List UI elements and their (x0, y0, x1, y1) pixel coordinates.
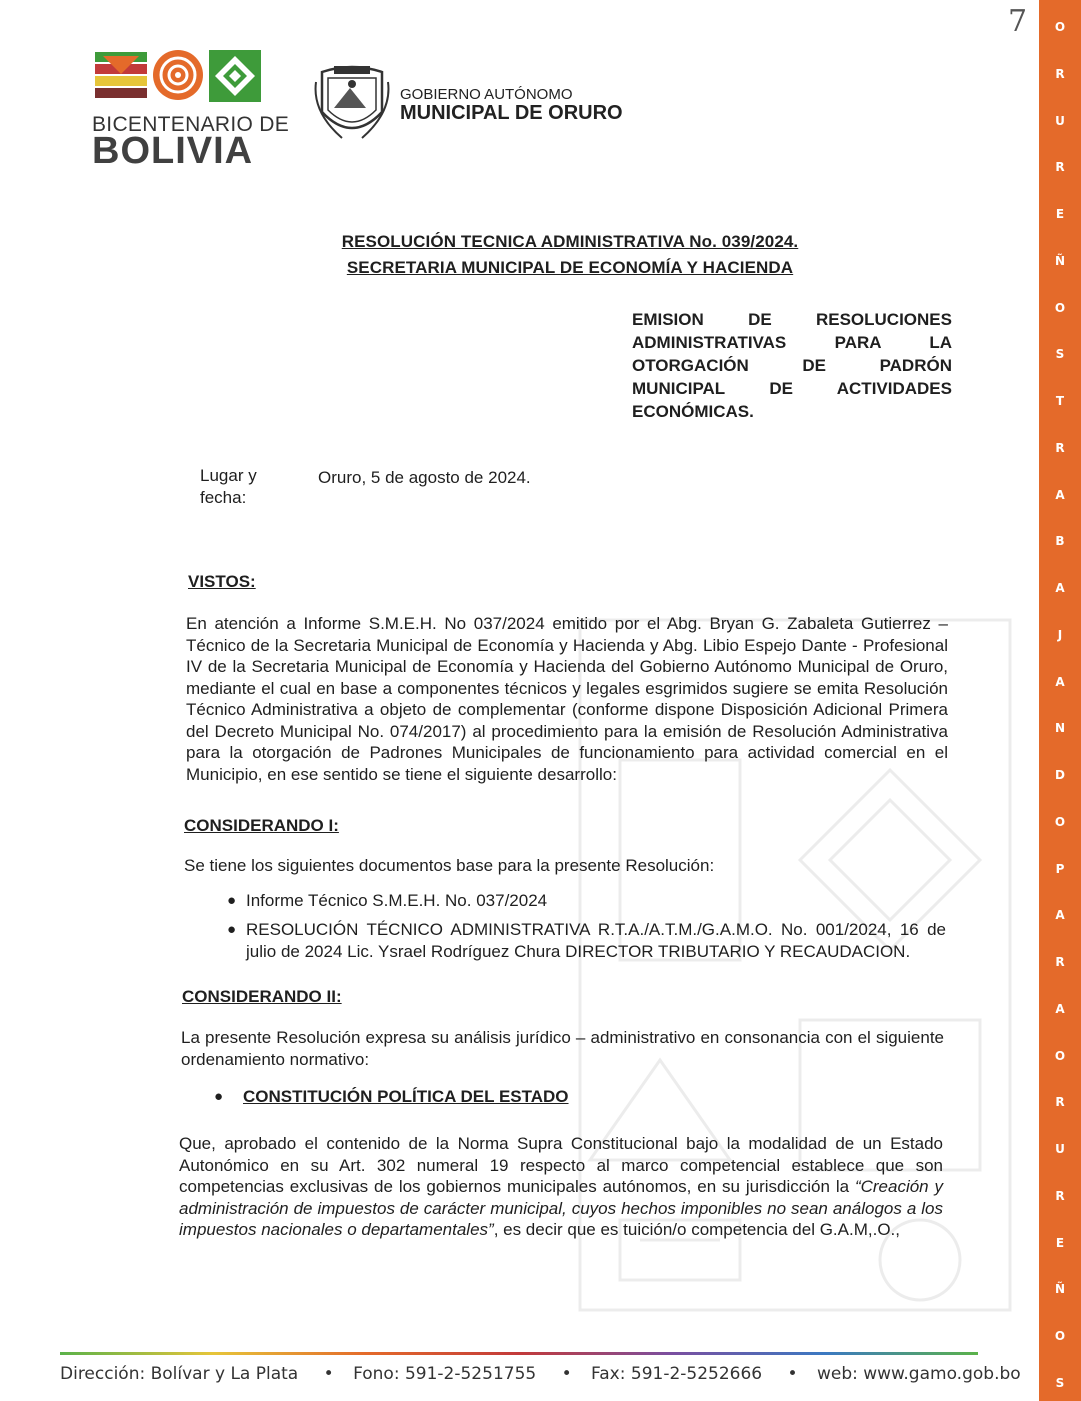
footer-separator: • (561, 1364, 572, 1384)
side-strip-letter: B (1055, 534, 1065, 549)
side-strip-letter: P (1055, 861, 1065, 876)
constitution-paragraph-end: , es decir que es tuición/o competencia del G.A.M,.O., (493, 1220, 900, 1239)
side-strip-letter: E (1055, 1235, 1065, 1250)
resolution-title: RESOLUCIÓN TECNICA ADMINISTRATIVA No. 039/2024. (341, 232, 799, 251)
side-strip-letter: N (1054, 721, 1066, 736)
side-strip-letter: O (1054, 300, 1066, 315)
footer-web[interactable]: web: www.gamo.gob.bo (816, 1364, 1021, 1384)
footer-separator: • (787, 1364, 798, 1384)
side-strip-letter: R (1055, 955, 1065, 969)
side-strip-letters (1039, 20, 1081, 1390)
vistos-paragraph: En atención a Informe S.M.E.H. No 037/2024 emitido por el Abg. Bryan G. Zabaleta Gutierrez – Técnico de la Secretaria Municipal de Economía y Hacienda y Abg. Libio Espejo Dante - Profesional IV de la Secretaria Municipal de Economía y Hacienda del Gobierno Autónomo Municipal de Oruro, mediante el cual en base a componentes técnicos y legales esgrimidos sugiere se emita Resolución Técnico Administrativa a objeto de complementar (conforme dispone Disposición Adicional Primera del Decreto Municipal No. 074/2017) al procedimiento para la emisión de Resolución Administrativa para la otorgación de Padrones Municipales de funcionamiento para actividad comercial en el Municipio, en ese sentido se tiene el siguiente desarrollo: (186, 614, 948, 784)
side-strip-letter: R (1055, 1095, 1065, 1110)
considerando-1-heading: CONSIDERANDO I: (184, 816, 339, 835)
footer-fax: Fax: 591-2-5252666 (591, 1364, 763, 1384)
footer-color-line (60, 1352, 978, 1355)
page-number-handwritten: 7 (1008, 4, 1028, 39)
footer-address: Dirección: Bolívar y La Plata (60, 1364, 299, 1384)
footer-phone: Fono: 591-2-5251755 (353, 1364, 537, 1384)
side-strip-letter: E (1055, 207, 1065, 221)
side-strip-letter: Ñ (1054, 253, 1066, 268)
side-strip-letter: R (1055, 440, 1065, 455)
constitution-sub-heading: CONSTITUCIÓN POLÍTICA DEL ESTADO (243, 1087, 569, 1106)
document-list-item (227, 890, 946, 912)
side-strip-letter: A (1055, 581, 1065, 595)
bicentenario-caption: BICENTENARIO DE (92, 113, 290, 136)
constitution-paragraph-start: Que, aprobado el contenido de la Norma Supra Constitucional bajo la modalidad de un Estado Autonómico en su Art. 302 numeral 19 respecto al marco competencial establece que son competencias exclusivas de los gobiernos municipales autónomos, en su jurisdicción la (179, 1134, 943, 1196)
bicentenario-logo-icon (95, 48, 265, 104)
side-strip-letter: R (1055, 1188, 1065, 1203)
bullet-icon: ● (227, 892, 237, 909)
side-strip-letter: S (1055, 347, 1065, 362)
vistos-heading: VISTOS: (188, 572, 256, 591)
side-strip-letter: A (1055, 487, 1065, 502)
document-list-item-text: RESOLUCIÓN TÉCNICO ADMINISTRATIVA R.T.A./A.T.M./G.A.M.O. No. 001/2024, 16 de julio de 2024 Lic. Ysrael Rodríguez Chura DIRECTOR TRIBUTARIO Y RECAUDACION. (246, 920, 946, 961)
side-strip-letter: O (1054, 20, 1066, 34)
side-strip (1039, 0, 1081, 1401)
document-list-item (227, 919, 946, 962)
side-strip-letter: J (1057, 627, 1063, 642)
oruro-coat-of-arms-icon (312, 62, 392, 146)
bullet-icon: ● (227, 921, 237, 938)
side-strip-letter: A (1055, 1001, 1065, 1016)
resolution-subject: EMISION DE RESOLUCIONES ADMINISTRATIVAS PARA LA OTORGACIÓN DE PADRÓN MUNICIPAL DE ACTIVIDADES ECONÓMICAS. (632, 310, 952, 421)
constitution-sub-heading-row (214, 1086, 743, 1108)
place-date-value: Oruro, 5 de agosto de 2024. (318, 468, 531, 487)
place-date-label (200, 465, 270, 509)
bicentenario-country: BOLIVIA (92, 130, 254, 172)
side-strip-letter: O (1054, 1048, 1066, 1063)
side-strip-letter: O (1054, 1329, 1066, 1343)
document-list-item-text: Informe Técnico S.M.E.H. No. 037/2024 (246, 891, 548, 910)
government-name-line2: MUNICIPAL DE ORURO (400, 102, 623, 124)
place-date-label-line1: Lugar y (200, 466, 257, 485)
bullet-icon: ● (214, 1088, 224, 1105)
constitution-quote: “Creación y administración de impuestos de carácter municipal, cuyos hechos imponibles no sean análogos a los impuestos nacionales o departamentales” (179, 1177, 943, 1239)
constitution-paragraph (179, 1133, 943, 1241)
footer-separator: • (323, 1364, 334, 1384)
side-strip-letter: R (1055, 160, 1065, 175)
considerando-2-intro: La presente Resolución expresa su análisis jurídico – administrativo en consonancia con el siguiente ordenamiento normativo: (181, 1028, 944, 1069)
side-strip-letter: S (1055, 1375, 1065, 1390)
side-strip-letter: R (1055, 66, 1065, 81)
side-strip-letter: A (1055, 908, 1065, 923)
side-strip-letter: U (1055, 113, 1065, 128)
side-strip-letter: D (1055, 768, 1065, 782)
side-strip-letter: U (1055, 1142, 1065, 1156)
side-strip-letter: Ñ (1054, 1282, 1066, 1297)
place-date-label-line2: fecha: (200, 488, 247, 507)
government-name-line1: GOBIERNO AUTÓNOMO (400, 86, 573, 103)
side-strip-letter: O (1054, 814, 1066, 829)
side-strip-letter: A (1055, 674, 1065, 689)
side-strip-letter: T (1055, 394, 1065, 408)
considerando-2-heading: CONSIDERANDO II: (182, 987, 342, 1006)
secretariat-title: SECRETARIA MUNICIPAL DE ECONOMÍA Y HACIENDA (346, 258, 794, 277)
footer-contact (60, 1364, 1021, 1384)
considerando-1-intro: Se tiene los siguientes documentos base para la presente Resolución: (184, 856, 715, 875)
